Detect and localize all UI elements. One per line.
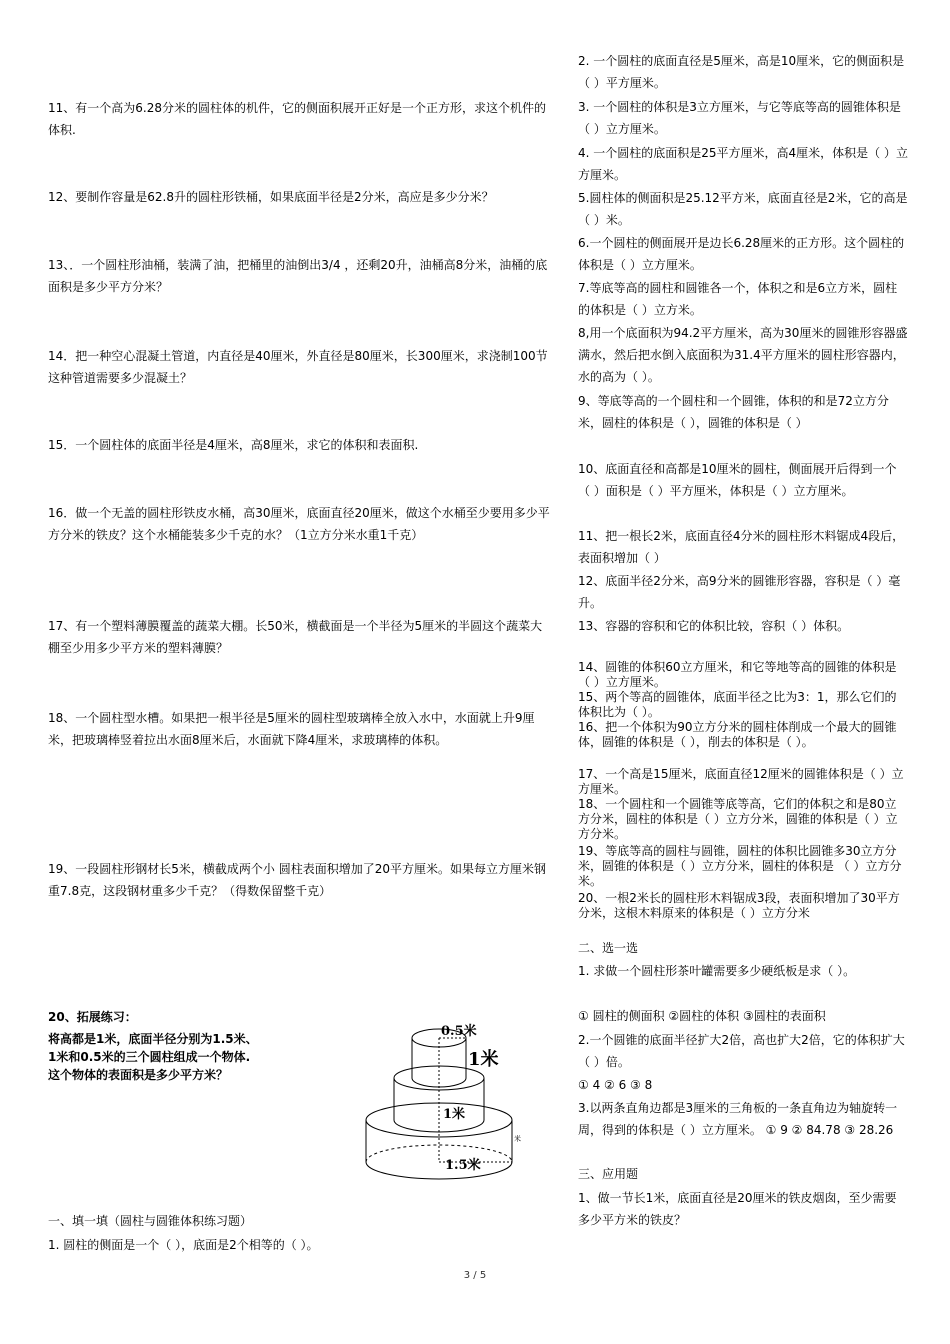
question-13: 13、．一个圆柱形油桶，装满了油，把桶里的油倒出3/4 ，还剩20升，油桶高8分米，油桶的底面积是多少平方分米？ (48, 258, 548, 294)
fill-question-3: 3. 一个圆柱的体积是3立方厘米，与它等底等高的圆锥体积是（ ）立方厘米。 (578, 100, 901, 136)
figure-label-bottom-radius: 1.5米 (445, 1158, 481, 1173)
fill-question-12: 12、底面半径2分米，高9分米的圆锥形容器，容积是（ ）毫升。 (578, 574, 901, 610)
question-20-line-3: 这个物体的表面积是多少平方米？ (48, 1068, 229, 1082)
fill-question-2: 2. 一个圆柱的底面直径是5厘米，高是10厘米，它的侧面积是（ ）平方厘米。 (578, 54, 905, 90)
fill-question-8: 8,用一个底面积为94.2平方厘米，高为30厘米的圆锥形容器盛满水，然后把水倒入底面积为31.4平方厘米的圆柱形容器内，水的高为（ ）。 (578, 326, 908, 384)
choice-question-1: 1. 求做一个圆柱形茶叶罐需要多少硬纸板是求（ ）。 (578, 964, 856, 978)
fill-question-13: 13、容器的容积和它的体积比较，容积（ ）体积。 (578, 619, 850, 633)
fill-question-16: 16、把一个体积为90立方分米的圆柱体削成一个最大的圆锥体，圆锥的体积是（ ），削去的体积是（ ）。 (578, 720, 897, 749)
section-1-title: 一、填一填（圆柱与圆锥体积练习题） (48, 1214, 253, 1228)
figure-label-height: 1米 (468, 1049, 499, 1070)
question-12: 12、要制作容量是62.8升的圆柱形铁桶，如果底面半径是2分米，高应是多少分米？ (48, 190, 494, 204)
choice-question-3: 3.以两条直角边都是3厘米的三角板的一条直角边为轴旋转一周，得到的体积是（ ）立方厘米。 ① 9 ② 84.78 ③ 28.26 (578, 1101, 898, 1137)
fill-question-10: 10、底面直径和高都是10厘米的圆柱，侧面展开后得到一个（ ）面积是（ ）平方厘米，体积是（ ）立方厘米。 (578, 462, 897, 498)
figure-label-side: 米 (514, 1135, 521, 1143)
choice-question-1-options: ① 圆柱的侧面积 ②圆柱的体积 ③圆柱的表面积 (578, 1009, 826, 1023)
question-16: 16．做一个无盖的圆柱形铁皮水桶，高30厘米，底面直径20厘米，做这个水桶至少要用多少平方分米的铁皮？这个水桶能装多少千克的水？（1立方分米水重1千克） (48, 506, 550, 542)
figure-label-middle-radius: 1米 (443, 1107, 466, 1122)
question-20-line-1: 将高都是1米，底面半径分别为1.5米、 (48, 1032, 258, 1046)
fill-question-14: 14、圆锥的体积60立方厘米，和它等地等高的圆锥的体积是（ ）立方厘米。 (578, 660, 897, 689)
fill-question-1: 1. 圆柱的侧面是一个（ ），底面是2个相等的（ ）。 (48, 1238, 319, 1252)
fill-question-4: 4. 一个圆柱的底面积是25平方厘米，高4厘米，体积是（ ）立方厘米。 (578, 146, 908, 182)
question-17: 17、有一个塑料薄膜覆盖的蔬菜大棚。长50米，横截面是一个半径为5厘米的半圆这个蔬菜大棚至少用多少平方米的塑料薄膜？ (48, 619, 543, 655)
section-3-title: 三、应用题 (578, 1167, 639, 1181)
question-11: 11、有一个高为6.28分米的圆柱体的机件，它的侧面积展开正好是一个正方形，求这个机件的体积. (48, 101, 546, 137)
stacked-cylinders-figure (355, 1020, 530, 1180)
question-20-line-2: 1米和0.5米的三个圆柱组成一个物体. (48, 1050, 251, 1064)
fill-question-9: 9、等底等高的一个圆柱和一个圆锥，体积的和是72立方分米，圆柱的体积是（ ），圆锥的体积是（ ） (578, 394, 889, 430)
choice-question-2: 2.一个圆锥的底面半径扩大2倍，高也扩大2倍，它的体积扩大（ ）倍。 (578, 1033, 905, 1069)
fill-question-15: 15、两个等高的圆锥体，底面半径之比为3：1，那么它们的体积比为（ ）。 (578, 690, 897, 719)
application-question-1: 1、做一节长1米，底面直径是20厘米的铁皮烟囱，至少需要多少平方米的铁皮？ (578, 1191, 897, 1227)
fill-question-17: 17、一个高是15厘米，底面直径12厘米的圆锥体积是（ ）立方厘米。 (578, 767, 904, 796)
fill-question-20: 20、一根2米长的圆柱形木料锯成3段，表面积增加了30平方分米，这根木料原来的体积是（ ）立方分米 (578, 891, 900, 920)
figure-label-top-radius: 0.5米 (441, 1024, 477, 1039)
question-14: 14．把一种空心混凝土管道，内直径是40厘米，外直径是80厘米，长300厘米，求浇制100节这种管道需要多少混凝土？ (48, 349, 548, 385)
page-number: 3 / 5 (463, 1270, 487, 1281)
fill-question-6: 6.一个圆柱的侧面展开是边长6.28厘米的正方形。这个圆柱的体积是（ ）立方厘米。 (578, 236, 905, 272)
fill-question-19: 19、等底等高的圆柱与圆锥，圆柱的体积比圆锥多30立方分米，圆锥的体积是（ ）立方分米，圆柱的体积是 （ ）立方分米。 (578, 844, 902, 888)
question-18: 18、一个圆柱型水槽。如果把一根半径是5厘米的圆柱型玻璃棒全放入水中，水面就上升9厘米，把玻璃棒竖着拉出水面8厘米后，水面就下降4厘米，求玻璃棒的体积。 (48, 711, 535, 747)
question-19: 19、一段圆柱形钢材长5米，横截成两个小 圆柱表面积增加了20平方厘米。如果每立方厘米钢重7.8克，这段钢材重多少千克？（得数保留整千克） (48, 862, 546, 898)
fill-question-7: 7.等底等高的圆柱和圆锥各一个，体积之和是6立方米，圆柱的体积是（ ）立方米。 (578, 281, 898, 317)
question-15: 15．一个圆柱体的底面半径是4厘米，高8厘米，求它的体积和表面积. (48, 438, 419, 452)
fill-question-18: 18、一个圆柱和一个圆锥等底等高，它们的体积之和是80立方分米，圆柱的体积是（ ）立方分米，圆锥的体积是（ ）立方分米。 (578, 797, 898, 841)
fill-question-11: 11、把一根长2米，底面直径4分米的圆柱形木料锯成4段后，表面积增加（ ） (578, 529, 905, 565)
section-2-title: 二、选一选 (578, 941, 639, 955)
choice-question-2-options: ① 4 ② 6 ③ 8 (578, 1078, 653, 1092)
question-20-title: 20、拓展练习： (48, 1010, 137, 1024)
fill-question-5: 5.圆柱体的侧面积是25.12平方米，底面直径是2米，它的高是（ ）米。 (578, 191, 908, 227)
